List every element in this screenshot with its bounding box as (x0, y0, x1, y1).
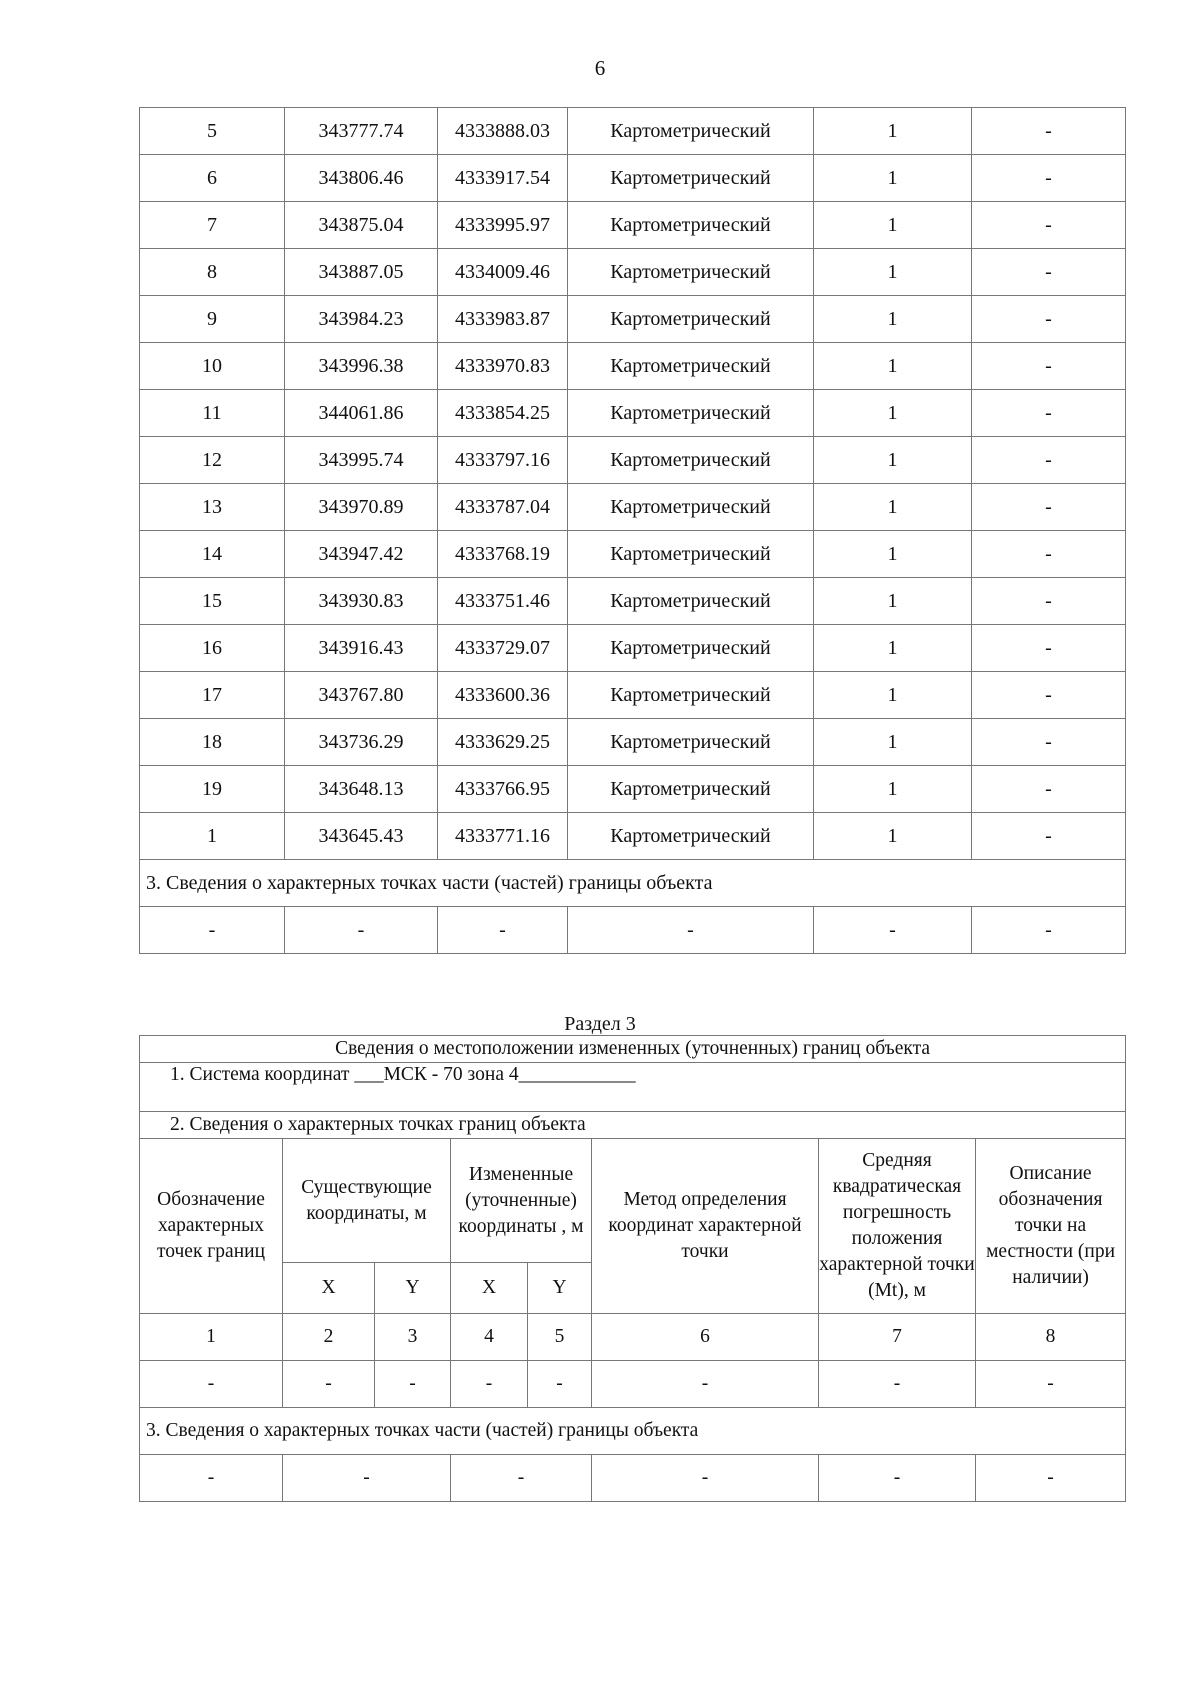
table-cell: - (976, 1361, 1126, 1408)
table-row (140, 390, 1126, 437)
table-cell: 4333771.16 (438, 813, 568, 860)
column-number: 8 (976, 1314, 1126, 1361)
table-row (140, 1455, 1126, 1502)
table-cell: 4334009.46 (438, 249, 568, 296)
table-cell: 5 (140, 108, 285, 155)
table-cell: 343995.74 (285, 437, 438, 484)
table-cell: - (972, 484, 1126, 531)
column-number: 3 (375, 1314, 451, 1361)
table-cell: 343645.43 (285, 813, 438, 860)
table-row (140, 907, 1126, 954)
header-y: Y (528, 1263, 592, 1314)
table-cell: 343648.13 (285, 766, 438, 813)
table-cell: Картометрический (568, 578, 814, 625)
table-cell: 343767.80 (285, 672, 438, 719)
table-cell: 6 (140, 155, 285, 202)
table-cell: 1 (814, 672, 972, 719)
table-row (140, 766, 1126, 813)
table-cell: - (972, 437, 1126, 484)
table-cell: Картометрический (568, 813, 814, 860)
table-cell: - (972, 296, 1126, 343)
table-cell: 18 (140, 719, 285, 766)
table-cell: - (451, 1455, 592, 1502)
column-number: 7 (819, 1314, 976, 1361)
table-cell: 343916.43 (285, 625, 438, 672)
table-cell: - (972, 578, 1126, 625)
table-cell: 1 (814, 249, 972, 296)
coord-system-line: 1. Система координат ___МСК - 70 зона 4____________ (140, 1063, 1126, 1112)
table-cell: 4333995.97 (438, 202, 568, 249)
header-error: Средняя квадратическая погрешность положения характерной точки (Mt), м (819, 1139, 976, 1314)
table-cell: 1 (814, 390, 972, 437)
table-cell: 4333787.04 (438, 484, 568, 531)
table-cell: Картометрический (568, 390, 814, 437)
table-cell: 19 (140, 766, 285, 813)
table-cell: 9 (140, 296, 285, 343)
table-cell: - (976, 1455, 1126, 1502)
table-cell: 4333600.36 (438, 672, 568, 719)
changed-boundaries-table (139, 1035, 1126, 1502)
table-cell: 1 (814, 578, 972, 625)
table-row (140, 155, 1126, 202)
table-cell: 4333888.03 (438, 108, 568, 155)
table-cell: 1 (814, 625, 972, 672)
boundary-points-table (139, 107, 1126, 954)
table-cell: 11 (140, 390, 285, 437)
table-cell: 343777.74 (285, 108, 438, 155)
page-number: 6 (594, 56, 606, 80)
table-row (140, 531, 1126, 578)
table-cell: - (451, 1361, 528, 1408)
table-row (140, 813, 1126, 860)
table-cell: - (972, 719, 1126, 766)
table-cell: - (568, 907, 814, 954)
table-cell: - (283, 1361, 375, 1408)
table-cell: 343947.42 (285, 531, 438, 578)
header-description: Описание обозначения точки на местности (при наличии) (976, 1139, 1126, 1314)
table-row (140, 625, 1126, 672)
table-cell: 343984.23 (285, 296, 438, 343)
header-designation: Обозначение характерных точек границ (140, 1139, 283, 1314)
table-cell: Картометрический (568, 719, 814, 766)
table-cell: Картометрический (568, 108, 814, 155)
table-cell: 1 (814, 296, 972, 343)
table-cell: 1 (814, 531, 972, 578)
table-cell: 4333983.87 (438, 296, 568, 343)
table-cell: 1 (814, 108, 972, 155)
table-cell: - (972, 202, 1126, 249)
table-cell: 1 (814, 484, 972, 531)
table-cell: - (972, 108, 1126, 155)
table-cell: - (972, 813, 1126, 860)
table-cell: 4333768.19 (438, 531, 568, 578)
table-row (140, 108, 1126, 155)
table-cell: Картометрический (568, 155, 814, 202)
table-row (140, 249, 1126, 296)
column-numbers-row (140, 1314, 1126, 1361)
table-row (140, 484, 1126, 531)
table-cell: Картометрический (568, 625, 814, 672)
table-row (140, 296, 1126, 343)
table-cell: 4333751.46 (438, 578, 568, 625)
table-cell: - (972, 155, 1126, 202)
header-x: X (283, 1263, 375, 1314)
table-cell: 17 (140, 672, 285, 719)
table-cell: - (972, 531, 1126, 578)
table-cell: - (140, 1455, 283, 1502)
table-cell: - (972, 390, 1126, 437)
table-cell: 1 (814, 766, 972, 813)
table-cell: 4333766.95 (438, 766, 568, 813)
column-number: 4 (451, 1314, 528, 1361)
table-cell: 14 (140, 531, 285, 578)
table-cell: - (283, 1455, 451, 1502)
table-cell: - (528, 1361, 592, 1408)
table-cell: - (285, 907, 438, 954)
table-cell: 13 (140, 484, 285, 531)
table-cell: - (592, 1455, 819, 1502)
table-cell: - (972, 907, 1126, 954)
table-cell: - (140, 907, 285, 954)
table-cell: 4333729.07 (438, 625, 568, 672)
table-cell: - (972, 625, 1126, 672)
column-number: 6 (592, 1314, 819, 1361)
table-cell: 343806.46 (285, 155, 438, 202)
table-cell: 1 (814, 343, 972, 390)
table-cell: Картометрический (568, 437, 814, 484)
points-section-label: 2. Сведения о характерных точках границ объекта (140, 1112, 1126, 1139)
column-number: 1 (140, 1314, 283, 1361)
table-cell: - (972, 249, 1126, 296)
table-row (140, 1361, 1126, 1408)
header-changed-coords: Измененные (уточненные) координаты , м (451, 1139, 592, 1263)
table-row (140, 437, 1126, 484)
table-cell: Картометрический (568, 672, 814, 719)
table-cell: - (375, 1361, 451, 1408)
table-cell: 1 (814, 437, 972, 484)
table-cell: 1 (814, 202, 972, 249)
table-row (140, 343, 1126, 390)
table-row (140, 719, 1126, 766)
table-cell: 4333854.25 (438, 390, 568, 437)
header-y: Y (375, 1263, 451, 1314)
table-cell: 7 (140, 202, 285, 249)
column-number: 5 (528, 1314, 592, 1361)
table-cell: 4333629.25 (438, 719, 568, 766)
table-cell: 1 (814, 813, 972, 860)
table-cell: 343996.38 (285, 343, 438, 390)
table-cell: 8 (140, 249, 285, 296)
table-cell: 1 (814, 155, 972, 202)
section-title: Сведения о местоположении измененных (уточненных) границ объекта (140, 1036, 1126, 1063)
table-cell: Картометрический (568, 766, 814, 813)
table-row (140, 578, 1126, 625)
table-cell: Картометрический (568, 249, 814, 296)
parts-section-label: 3. Сведения о характерных точках части (частей) границы объекта (140, 860, 1126, 907)
table-cell: - (814, 907, 972, 954)
table-cell: - (819, 1455, 976, 1502)
header-method: Метод определения координат характерной точки (592, 1139, 819, 1314)
table-cell: 343736.29 (285, 719, 438, 766)
table-cell: 1 (140, 813, 285, 860)
table-cell: 343970.89 (285, 484, 438, 531)
table-cell: 10 (140, 343, 285, 390)
table-cell: - (819, 1361, 976, 1408)
table-cell: - (972, 343, 1126, 390)
table-cell: 343930.83 (285, 578, 438, 625)
table-cell: 343875.04 (285, 202, 438, 249)
table-cell: Картометрический (568, 202, 814, 249)
table-cell: - (972, 766, 1126, 813)
parts-section-label: 3. Сведения о характерных точках части (частей) границы объекта (140, 1408, 1126, 1455)
table-cell: - (592, 1361, 819, 1408)
section-heading: Раздел 3 (564, 1013, 636, 1035)
table-cell: 12 (140, 437, 285, 484)
table-cell: 4333917.54 (438, 155, 568, 202)
table-cell: Картометрический (568, 296, 814, 343)
table-cell: 343887.05 (285, 249, 438, 296)
column-number: 2 (283, 1314, 375, 1361)
table-cell: - (972, 672, 1126, 719)
table-row (140, 202, 1126, 249)
table-cell: Картометрический (568, 484, 814, 531)
table-cell: 4333970.83 (438, 343, 568, 390)
header-x: X (451, 1263, 528, 1314)
table-cell: 344061.86 (285, 390, 438, 437)
table-cell: - (140, 1361, 283, 1408)
header-existing-coords: Существующие координаты, м (283, 1139, 451, 1263)
table-cell: 4333797.16 (438, 437, 568, 484)
table-cell: - (438, 907, 568, 954)
table-cell: Картометрический (568, 343, 814, 390)
table-cell: 15 (140, 578, 285, 625)
table-cell: 16 (140, 625, 285, 672)
table-cell: 1 (814, 719, 972, 766)
table-row (140, 672, 1126, 719)
table-cell: Картометрический (568, 531, 814, 578)
